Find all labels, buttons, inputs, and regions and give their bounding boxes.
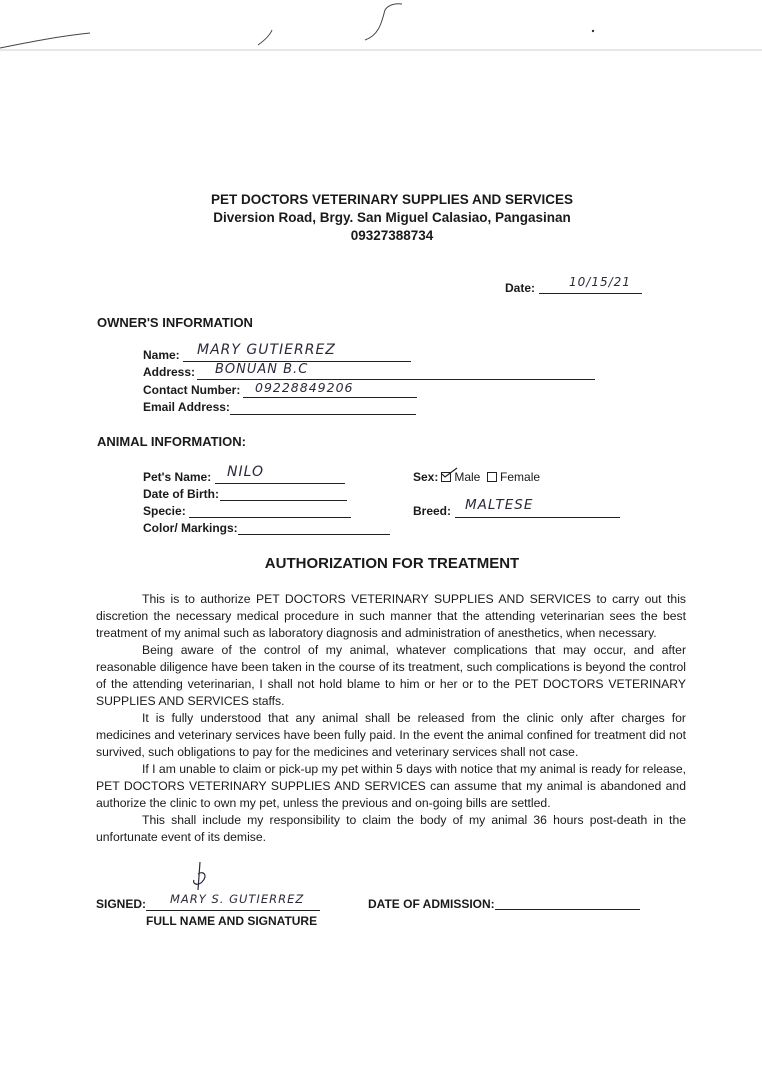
specie-label: Specie:: [143, 504, 186, 518]
date-field: [539, 275, 642, 294]
owner-address-label: Address:: [143, 365, 196, 379]
company-address: Diversion Road, Brgy. San Miguel Calasiao, Pangasinan: [213, 210, 571, 225]
owner-contact-field: [243, 381, 417, 398]
male-checkbox[interactable]: [441, 472, 451, 482]
female-checkbox[interactable]: [487, 472, 497, 482]
breed-value: MALTESE: [465, 497, 534, 513]
owner-contact-value: 09228849206: [255, 380, 354, 395]
signature-field: [146, 893, 320, 911]
pet-name-field: [215, 466, 345, 484]
admission-field: [495, 893, 640, 910]
authorization-paragraph: This is to authorize PET DOCTORS VETERINARY SUPPLIES AND SERVICES to carry out this discretion the necessary medical procedure in such manner that the attending veterinarian sees the best treatment of my animal such as laboratory diagnosis and administration of anesthetics, when necessary.: [96, 592, 686, 640]
owner-address-field: [197, 363, 595, 380]
owner-heading: OWNER'S INFORMATION: [97, 315, 253, 330]
color-field: [238, 518, 390, 535]
date-value: 10/15/21: [569, 275, 631, 289]
scan-artifact-marks: [0, 0, 762, 60]
owner-name-field: [183, 344, 411, 362]
pet-name-value: NILO: [227, 464, 264, 480]
color-label: Color/ Markings:: [143, 521, 238, 535]
female-option-label: Female: [500, 470, 541, 484]
signed-label: SIGNED:: [96, 897, 147, 911]
pet-name-label: Pet's Name:: [143, 470, 212, 484]
male-option-label: Male: [454, 470, 481, 484]
breed-field: [455, 497, 620, 518]
signature-scribble: [188, 860, 218, 900]
owner-contact-label: Contact Number:: [143, 383, 241, 397]
authorization-paragraph: This shall include my responsibility to claim the body of my animal 36 hours post-death in the unfortunate event of its demise.: [96, 813, 686, 844]
authorization-paragraph: Being aware of the control of my animal, whatever complications that may occur, and after reasonable diligence have been taken in the course of its treatment, such complications is beyond the control of the attending veterinarian, I shall not hold blame to him or her or to the PET DOCTORS VETERINARY SUPPLIES AND SERVICES staffs.: [96, 643, 686, 708]
dob-field: [220, 484, 347, 501]
owner-address-value: BONUAN B.C: [215, 362, 309, 377]
date-label: Date:: [505, 281, 536, 295]
sex-options: [441, 470, 540, 484]
admission-label: DATE OF ADMISSION:: [368, 897, 495, 911]
company-phone: 09327388734: [350, 228, 434, 243]
signature-value: MARY S. GUTIERREZ: [170, 892, 305, 906]
owner-name-value: MARY GUTIERREZ: [197, 342, 336, 358]
owner-email-field: [230, 398, 416, 415]
specie-field: [189, 501, 351, 518]
breed-label: Breed:: [413, 504, 452, 518]
owner-email-label: Email Address:: [143, 400, 230, 414]
authorization-paragraph: If I am unable to claim or pick-up my pet within 5 days with notice that my animal is ready for release, PET DOCTORS VETERINARY SUPPLIES AND SERVICES can assume that my animal is abandoned and authorize the clinic to own my pet, unless the previous and on-going bills are settled.: [96, 762, 686, 810]
check-mark-icon: [441, 466, 459, 480]
company-name: PET DOCTORS VETERINARY SUPPLIES AND SERVICES: [210, 192, 574, 207]
dob-label: Date of Birth:: [143, 487, 219, 501]
authorization-paragraph: It is fully understood that any animal shall be released from the clinic only after charges for medicines and veterinary services have been fully paid. In the event the animal confined for treatment did not survived, such obligations to pay for the medicines and veterinary services shall not case.: [96, 711, 686, 759]
signature-caption: FULL NAME AND SIGNATURE: [146, 914, 318, 928]
authorization-body: [96, 591, 686, 846]
owner-name-label: Name:: [143, 348, 180, 362]
authorization-title: AUTHORIZATION FOR TREATMENT: [264, 555, 520, 572]
sex-label: Sex:: [413, 470, 439, 484]
animal-heading: ANIMAL INFORMATION:: [97, 434, 246, 449]
